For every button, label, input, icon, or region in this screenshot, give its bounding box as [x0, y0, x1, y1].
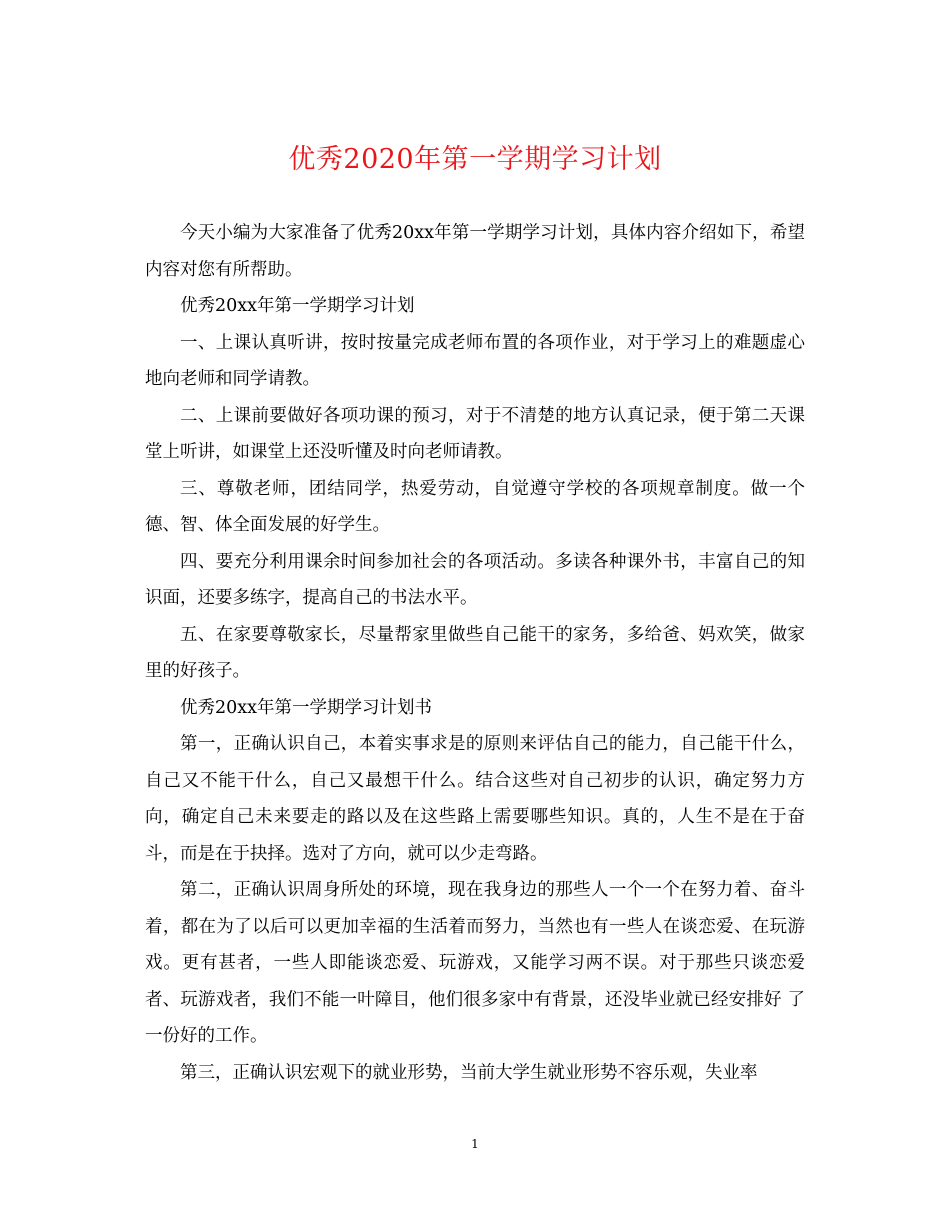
plan-item-3: 三、尊敬老师，团结同学，热爱劳动，自觉遵守学校的各项规章制度。做一个德、智、体全面发展的好学生。	[145, 478, 805, 535]
plan-item-4: 四、要充分利用课余时间参加社会的各项活动。多读各种课外书，丰富自己的知识面，还要多练字，提高自己的书法水平。	[145, 551, 805, 608]
section-heading-plan: 优秀20xx年第一学期学习计划	[180, 296, 415, 316]
plan-book-point-3: 第三，正确认识宏观下的就业形势，当前大学生就业形势不容乐观，失业率	[180, 1062, 758, 1083]
plan-item-5: 五、在家要尊敬家长，尽量帮家里做些自己能干的家务，多给爸、妈欢笑，做家里的好孩子。	[145, 624, 805, 681]
plan-item-1: 一、上课认真听讲，按时按量完成老师布置的各项作业，对于学习上的难题虚心地向老师和同学请教。	[145, 332, 805, 389]
page-number: 1	[471, 1137, 479, 1151]
plan-item-2: 二、上课前要做好各项功课的预习，对于不清楚的地方认真记录，便于第二天课堂上听讲，如课堂上还没听懂及时向老师请教。	[145, 405, 805, 462]
plan-book-point-1: 第一，正确认识自己，本着实事求是的原则来评估自己的能力，自己能干什么，自己又不能干什么，自己又最想干什么。结合这些对自己初步的认识，确定努力方 向，确定自己未来要走的路以及在这些路上需要哪些知识。真的，人生不是在于奋斗，而是在于抉择。选对了方向，就可以少走弯路。	[145, 734, 805, 864]
section-heading-plan-book: 优秀20xx年第一学期学习计划书	[180, 697, 433, 718]
document-title: 优秀2020年第一学期学习计划	[288, 144, 662, 175]
document-body	[145, 215, 805, 1091]
plan-book-point-2: 第二，正确认识周身所处的环境，现在我身边的那些人一个一个在努力着、奋斗着，都在为了以后可以更加幸福的生活着而努力，当然也有一些人在谈恋爱、在玩游 戏。更有甚者，一些人即能谈恋爱、玩游戏，又能学习两不误。对于那些只谈恋爱者、玩游戏者，我们不能一叶障目，他们很多家中有背景，还没毕业就已经安排好 了一份好的工作。	[145, 880, 805, 1046]
intro-paragraph: 今天小编为大家准备了优秀20xx年第一学期学习计划，具体内容介绍如下，希望内容对您有所帮助。	[145, 223, 805, 280]
